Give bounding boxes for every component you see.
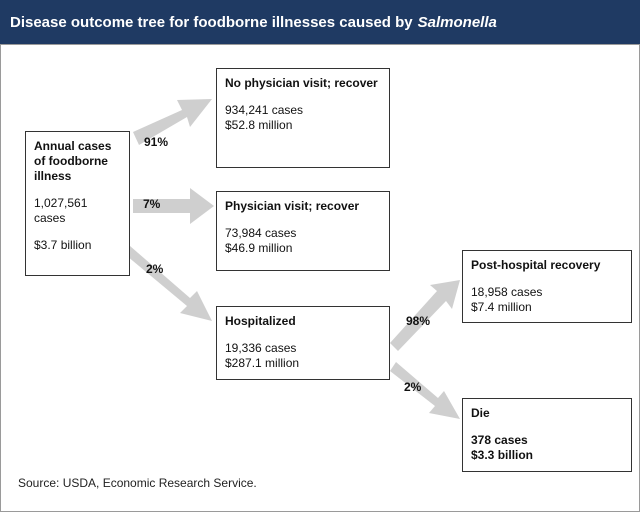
node-hospitalized-cost: $287.1 million [225, 356, 300, 370]
node-physician-cost: $46.9 million [225, 241, 293, 255]
source-note: Source: USDA, Economic Research Service. [18, 476, 257, 490]
title-text: Disease outcome tree for foodborne illnesses caused by [10, 13, 413, 31]
pct-to-post-hospital: 98% [406, 314, 431, 328]
node-hospitalized-cases: 19,336 cases [225, 341, 297, 355]
node-post-hospital-cost: $7.4 million [471, 300, 532, 314]
node-hospitalized-title: Hospitalized [225, 314, 296, 328]
pct-to-hospitalized: 2% [146, 262, 164, 276]
node-post-hospital [462, 250, 632, 323]
node-no-physician-cases: 934,241 cases [225, 103, 304, 117]
node-post-hospital-cases: 18,958 cases [471, 285, 543, 299]
node-hospitalized [216, 306, 390, 380]
node-die [462, 398, 632, 472]
node-die-cost: $3.3 billion [471, 448, 534, 462]
arrow-to-die [390, 362, 460, 419]
pct-to-die: 2% [404, 380, 422, 394]
node-physician-title: Physician visit; recover [225, 199, 360, 213]
node-no-physician [216, 68, 390, 168]
node-post-hospital-title: Post-hospital recovery [471, 258, 601, 272]
pct-to-physician: 7% [143, 197, 161, 211]
node-no-physician-title: No physician visit; recover [225, 76, 378, 90]
node-annual-cost: $3.7 billion [34, 238, 92, 252]
node-die-cases: 378 cases [471, 433, 528, 447]
node-physician [216, 191, 390, 271]
node-no-physician-cost: $52.8 million [225, 118, 293, 132]
node-annual-cases [25, 131, 130, 276]
node-annual-title: Annual cases of foodborne illness [34, 139, 112, 183]
node-die-title: Die [471, 406, 490, 420]
node-physician-cases: 73,984 cases [225, 226, 297, 240]
title-organism: Salmonella [417, 13, 497, 31]
arrow-to-hospitalized [127, 246, 212, 321]
pct-to-no-physician: 91% [144, 135, 169, 149]
node-annual-cases-value: 1,027,561 cases [34, 196, 88, 225]
